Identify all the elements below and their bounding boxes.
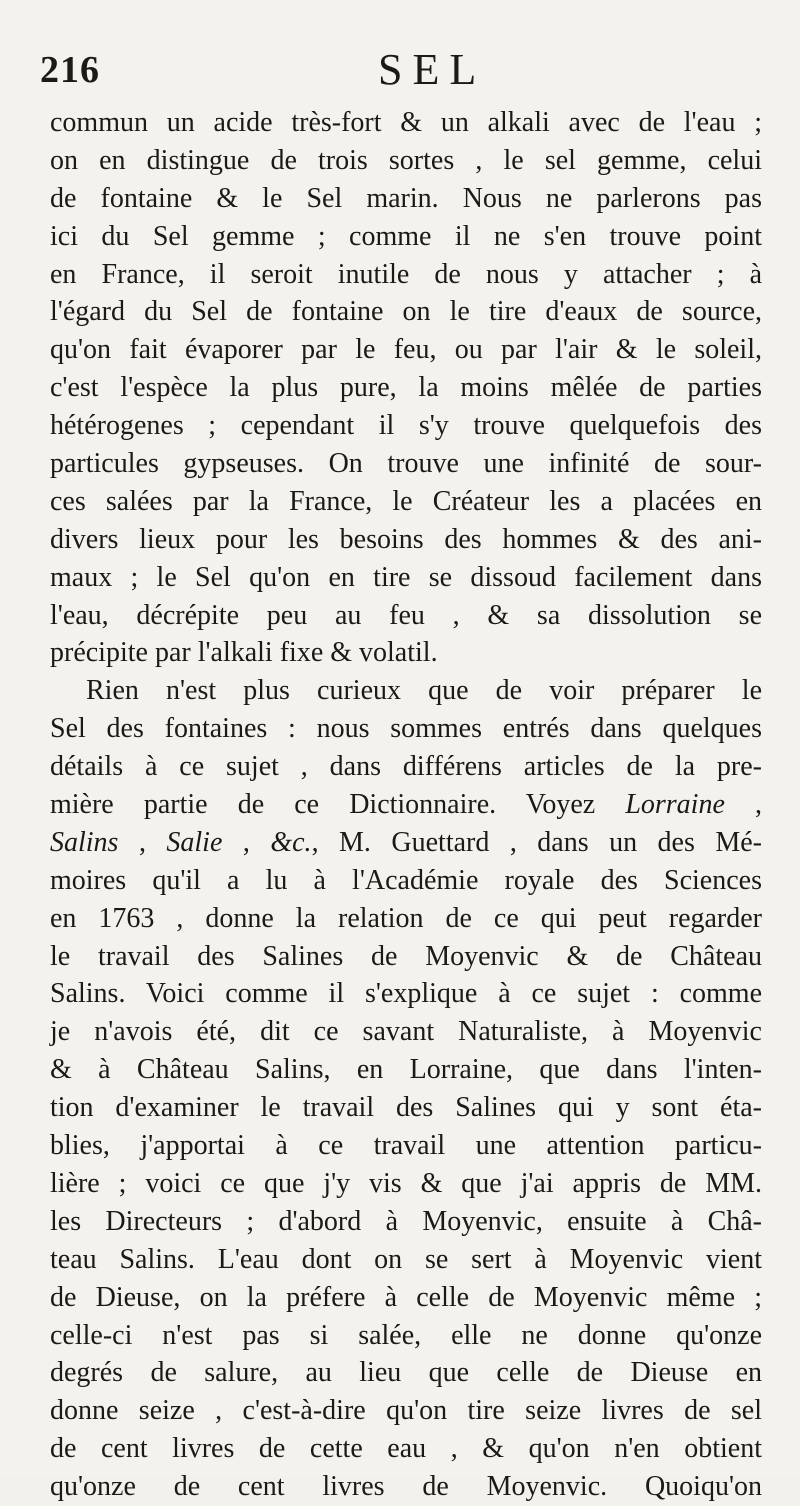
text-line-29: lière ; voici ce que j'y vis & que j'ai appris de MM. <box>50 1167 762 1199</box>
text-line-12: divers lieux pour les besoins des hommes & des ani- <box>50 523 762 555</box>
text-line-37: qu'onze de cent livres de Moyenvic. Quoiqu'on <box>50 1471 762 1503</box>
text-line-3: de fontaine & le Sel marin. Nous ne parlerons pas <box>50 182 762 214</box>
text-line-24: Salins. Voici comme il s'explique à ce sujet : comme <box>50 978 762 1010</box>
text-line-21: moires qu'il a lu à l'Académie royale des Sciences <box>50 864 762 896</box>
text-line-26: & à Château Salins, en Lorraine, que dans l'inten- <box>50 1054 762 1086</box>
text-line-30: les Directeurs ; d'abord à Moyenvic, ensuite à Châ- <box>50 1205 762 1237</box>
comma-after-lorraine: , <box>724 789 762 821</box>
text-line-19 <box>50 786 762 824</box>
comma-after-salins: , <box>118 826 167 858</box>
text-line-33: celle-ci n'est pas si salée, elle ne donne qu'onze <box>50 1319 762 1351</box>
crossref-etc: &c. <box>270 826 312 858</box>
text-line-10: particules gypseuses. On trouve une infinité de sour- <box>50 448 762 480</box>
text-line-4: ici du Sel gemme ; comme il ne s'en trouve point <box>50 220 762 252</box>
text-line-2: on en distingue de trois sortes , le sel gemme, celui <box>50 144 762 176</box>
text-line-35: donne seize , c'est-à-dire qu'on tire seize livres de sel <box>50 1395 762 1427</box>
text-line-7: qu'on fait évaporer par le feu, ou par l'air & le soleil, <box>50 334 762 366</box>
text-line-17: Sel des fontaines : nous sommes entrés dans quelques <box>50 713 762 745</box>
text-line-18: détails à ce sujet , dans différens articles de la pre- <box>50 751 762 783</box>
text-line-13: maux ; le Sel qu'on en tire se dissoud facilement dans <box>50 561 762 593</box>
text-line-20 <box>50 824 762 862</box>
text-line-19-roman: mière partie de ce Dictionnaire. Voyez <box>50 789 596 821</box>
page-number: 216 <box>40 49 100 91</box>
crossref-lorraine: Lorraine <box>625 789 725 821</box>
text-line-34: degrés de salure, au lieu que celle de Dieuse en <box>50 1357 762 1389</box>
text-line-14: l'eau, décrépite peu au feu , & sa dissolution se <box>50 599 762 631</box>
running-headword: SEL <box>378 45 487 94</box>
text-line-5: en France, il seroit inutile de nous y attacher ; à <box>50 258 762 290</box>
text-line-23: le travail des Salines de Moyenvic & de Château <box>50 940 762 972</box>
text-line-32: de Dieuse, on la préfere à celle de Moyenvic même ; <box>50 1281 762 1313</box>
text-line-1: commun un acide très-fort & un alkali avec de l'eau ; <box>50 107 762 138</box>
comma-after-salie: , <box>222 826 271 858</box>
running-head <box>40 44 760 100</box>
text-line-27: tion d'examiner le travail des Salines qui y sont éta- <box>50 1092 762 1124</box>
text-line-22: en 1763 , donne la relation de ce qui peut regarder <box>50 902 762 934</box>
text-line-31: teau Salins. L'eau dont on se sert à Moyenvic vient <box>50 1243 762 1275</box>
crossref-salie: Salie <box>166 826 223 858</box>
text-line-11: ces salées par la France, le Créateur les a placées en <box>50 485 762 517</box>
text-line-6: l'égard du Sel de fontaine on le tire d'eaux de source, <box>50 296 762 328</box>
crossref-salins: Salins <box>50 826 119 858</box>
text-line-9: hétérogenes ; cependant il s'y trouve quelquefois des <box>50 410 762 442</box>
text-line-20-rest: , M. Guettard , dans un des Mé- <box>311 826 762 858</box>
body-text <box>50 104 762 1506</box>
text-line-36: de cent livres de cette eau , & qu'on n'en obtient <box>50 1433 762 1465</box>
text-line-25: je n'avois été, dit ce savant Naturaliste, à Moyenvic <box>50 1016 762 1048</box>
text-line-8: c'est l'espèce la plus pure, la moins mêlée de parties <box>50 372 762 404</box>
text-line-16: Rien n'est plus curieux que de voir préparer le <box>86 675 762 707</box>
text-line-28: blies, j'apportai à ce travail une attention particu- <box>50 1130 762 1162</box>
text-line-15: précipite par l'alkali fixe & volatil. <box>50 637 438 669</box>
